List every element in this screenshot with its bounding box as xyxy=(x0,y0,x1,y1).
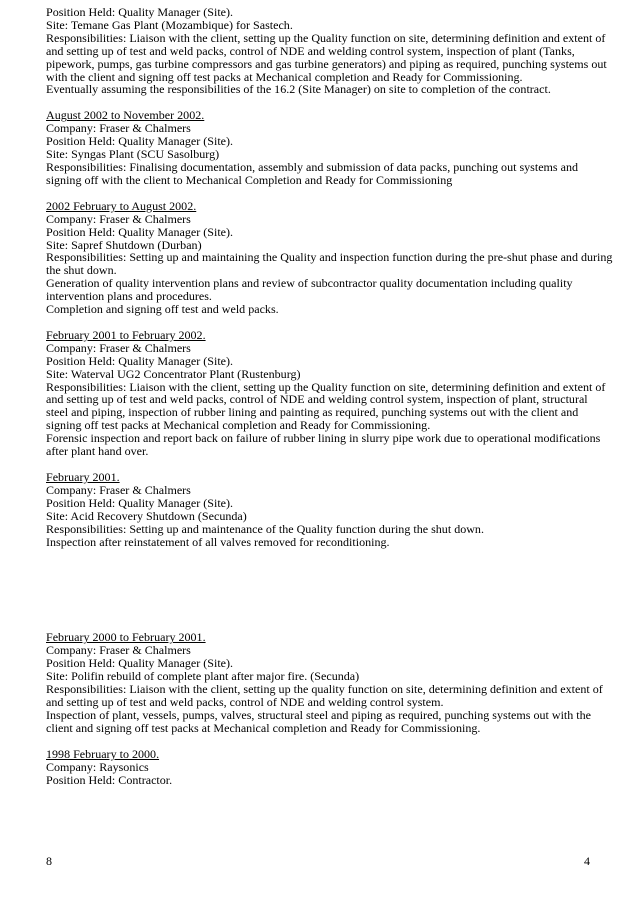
entry-period: 1998 February to 2000. xyxy=(46,746,160,761)
entry-line: Company: Fraser & Chalmers xyxy=(46,482,191,497)
entry-line: intervention plans and procedures. xyxy=(46,289,212,304)
employment-entry xyxy=(46,198,613,317)
entry-line: Position Held: Quality Manager (Site). xyxy=(46,656,234,671)
entry-line: Site: Sapref Shutdown (Durban) xyxy=(46,237,202,252)
entry-line: Completion and signing off test and weld packs. xyxy=(46,302,279,317)
intro-line: with the client and signing off test packs at Mechanical completion and Ready for Commissioning. xyxy=(46,69,523,84)
entry-line: Responsibilities: Liaison with the client, setting up the quality function on site, determining definition and extent of xyxy=(46,682,603,697)
entry-line: Site: Syngas Plant (SCU Sasolburg) xyxy=(46,147,220,162)
entry-line: after plant hand over. xyxy=(46,444,149,459)
entry-line: Company: Fraser & Chalmers xyxy=(46,211,191,226)
intro-line: Site: Temane Gas Plant (Mozambique) for Sastech. xyxy=(46,17,293,32)
entry-line: signing off test packs at Mechanical completion and Ready for Commissioning. xyxy=(46,418,431,433)
entry-line: Generation of quality intervention plans and review of subcontractor quality documentation including quality xyxy=(46,276,573,291)
intro-block xyxy=(46,5,607,97)
entry-period: February 2000 to February 2001. xyxy=(46,630,206,645)
entry-period: August 2002 to November 2002. xyxy=(46,108,205,123)
intro-line: Eventually assuming the responsibilities of the 16.2 (Site Manager) on site to completion of the contract. xyxy=(46,82,551,97)
employment-entry xyxy=(46,630,603,735)
entry-line: Position Held: Quality Manager (Site). xyxy=(46,134,234,149)
employment-entry xyxy=(46,748,598,787)
entry-line: Company: Fraser & Chalmers xyxy=(46,643,191,658)
entry-line: Responsibilities: Setting up and maintaining the Quality and inspection function during the pre-shut phase and during xyxy=(46,250,613,265)
entry-line: the shut down. xyxy=(46,263,117,278)
entry-line: signing off with the client to Mechanical Completion and Ready for Commissioning xyxy=(46,172,453,187)
entry-line: Site: Waterval UG2 Concentrator Plant (Rustenburg) xyxy=(46,366,301,381)
spacer xyxy=(46,316,598,329)
intro-line: pipework, pumps, gas turbine compressors and gas turbine generators) and piping as required, punching systems out xyxy=(46,56,607,71)
page-content xyxy=(46,5,613,787)
spacer xyxy=(46,735,598,748)
entry-line: Company: Fraser & Chalmers xyxy=(46,340,191,355)
employment-entry xyxy=(46,471,598,548)
entry-line: Responsibilities: Setting up and maintenance of the Quality function during the shut down. xyxy=(46,521,484,536)
footer-left-number: 8 xyxy=(46,854,53,868)
entry-line: Company: Fraser & Chalmers xyxy=(46,121,191,136)
entry-line: Position Held: Quality Manager (Site). xyxy=(46,495,234,510)
entry-line: Site: Polifin rebuild of complete plant after major fire. (Secunda) xyxy=(46,669,360,684)
entry-line: Position Held: Quality Manager (Site). xyxy=(46,353,234,368)
intro-line: Position Held: Quality Manager (Site). xyxy=(46,5,234,19)
intro-line: and setting up of test and weld packs, control of NDE and welding control system, inspection of plant (Tanks, xyxy=(46,43,575,58)
entry-line: client and signing off test packs at Mechanical completion and Ready for Commissioning. xyxy=(46,720,481,735)
intro-line: Responsibilities: Liaison with the client, setting up the Quality function on site, determining definition and extent of xyxy=(46,30,606,45)
entry-period: February 2001 to February 2002. xyxy=(46,327,206,342)
entry-period: February 2001. xyxy=(46,470,120,484)
entry-line: steel and piping, inspection of rubber lining and painting as required, punching systems out with the client and xyxy=(46,405,579,420)
employment-entry xyxy=(46,109,598,186)
entry-line: Position Held: Quality Manager (Site). xyxy=(46,224,234,239)
entry-line: Responsibilities: Liaison with the client, setting up the Quality function on site, determining definition and extent of xyxy=(46,379,606,394)
spacer xyxy=(46,548,598,631)
employment-entry xyxy=(46,327,606,459)
entry-period: 2002 February to August 2002. xyxy=(46,198,197,213)
entry-line: Forensic inspection and report back on failure of rubber lining in slurry pipe work due to operational modifications xyxy=(46,431,601,446)
page-number: 4 xyxy=(584,854,591,868)
entry-line: Inspection after reinstatement of all valves removed for reconditioning. xyxy=(46,534,390,549)
spacer xyxy=(46,187,598,200)
spacer xyxy=(46,458,598,471)
entry-line: and setting up of test and weld packs, control of NDE and welding control system. xyxy=(46,694,444,709)
entry-line: Responsibilities: Finalising documentation, assembly and submission of data packs, punching out systems and xyxy=(46,159,579,174)
entry-line: Site: Acid Recovery Shutdown (Secunda) xyxy=(46,508,247,523)
entry-line: Inspection of plant, vessels, pumps, valves, structural steel and piping as required, punching systems out with the xyxy=(46,707,592,722)
entry-line: and setting up of test and weld packs, control of NDE and welding control system, inspection of plant, structural xyxy=(46,392,588,407)
entry-line: Position Held: Contractor. xyxy=(46,772,173,787)
entry-line: Company: Raysonics xyxy=(46,759,149,774)
